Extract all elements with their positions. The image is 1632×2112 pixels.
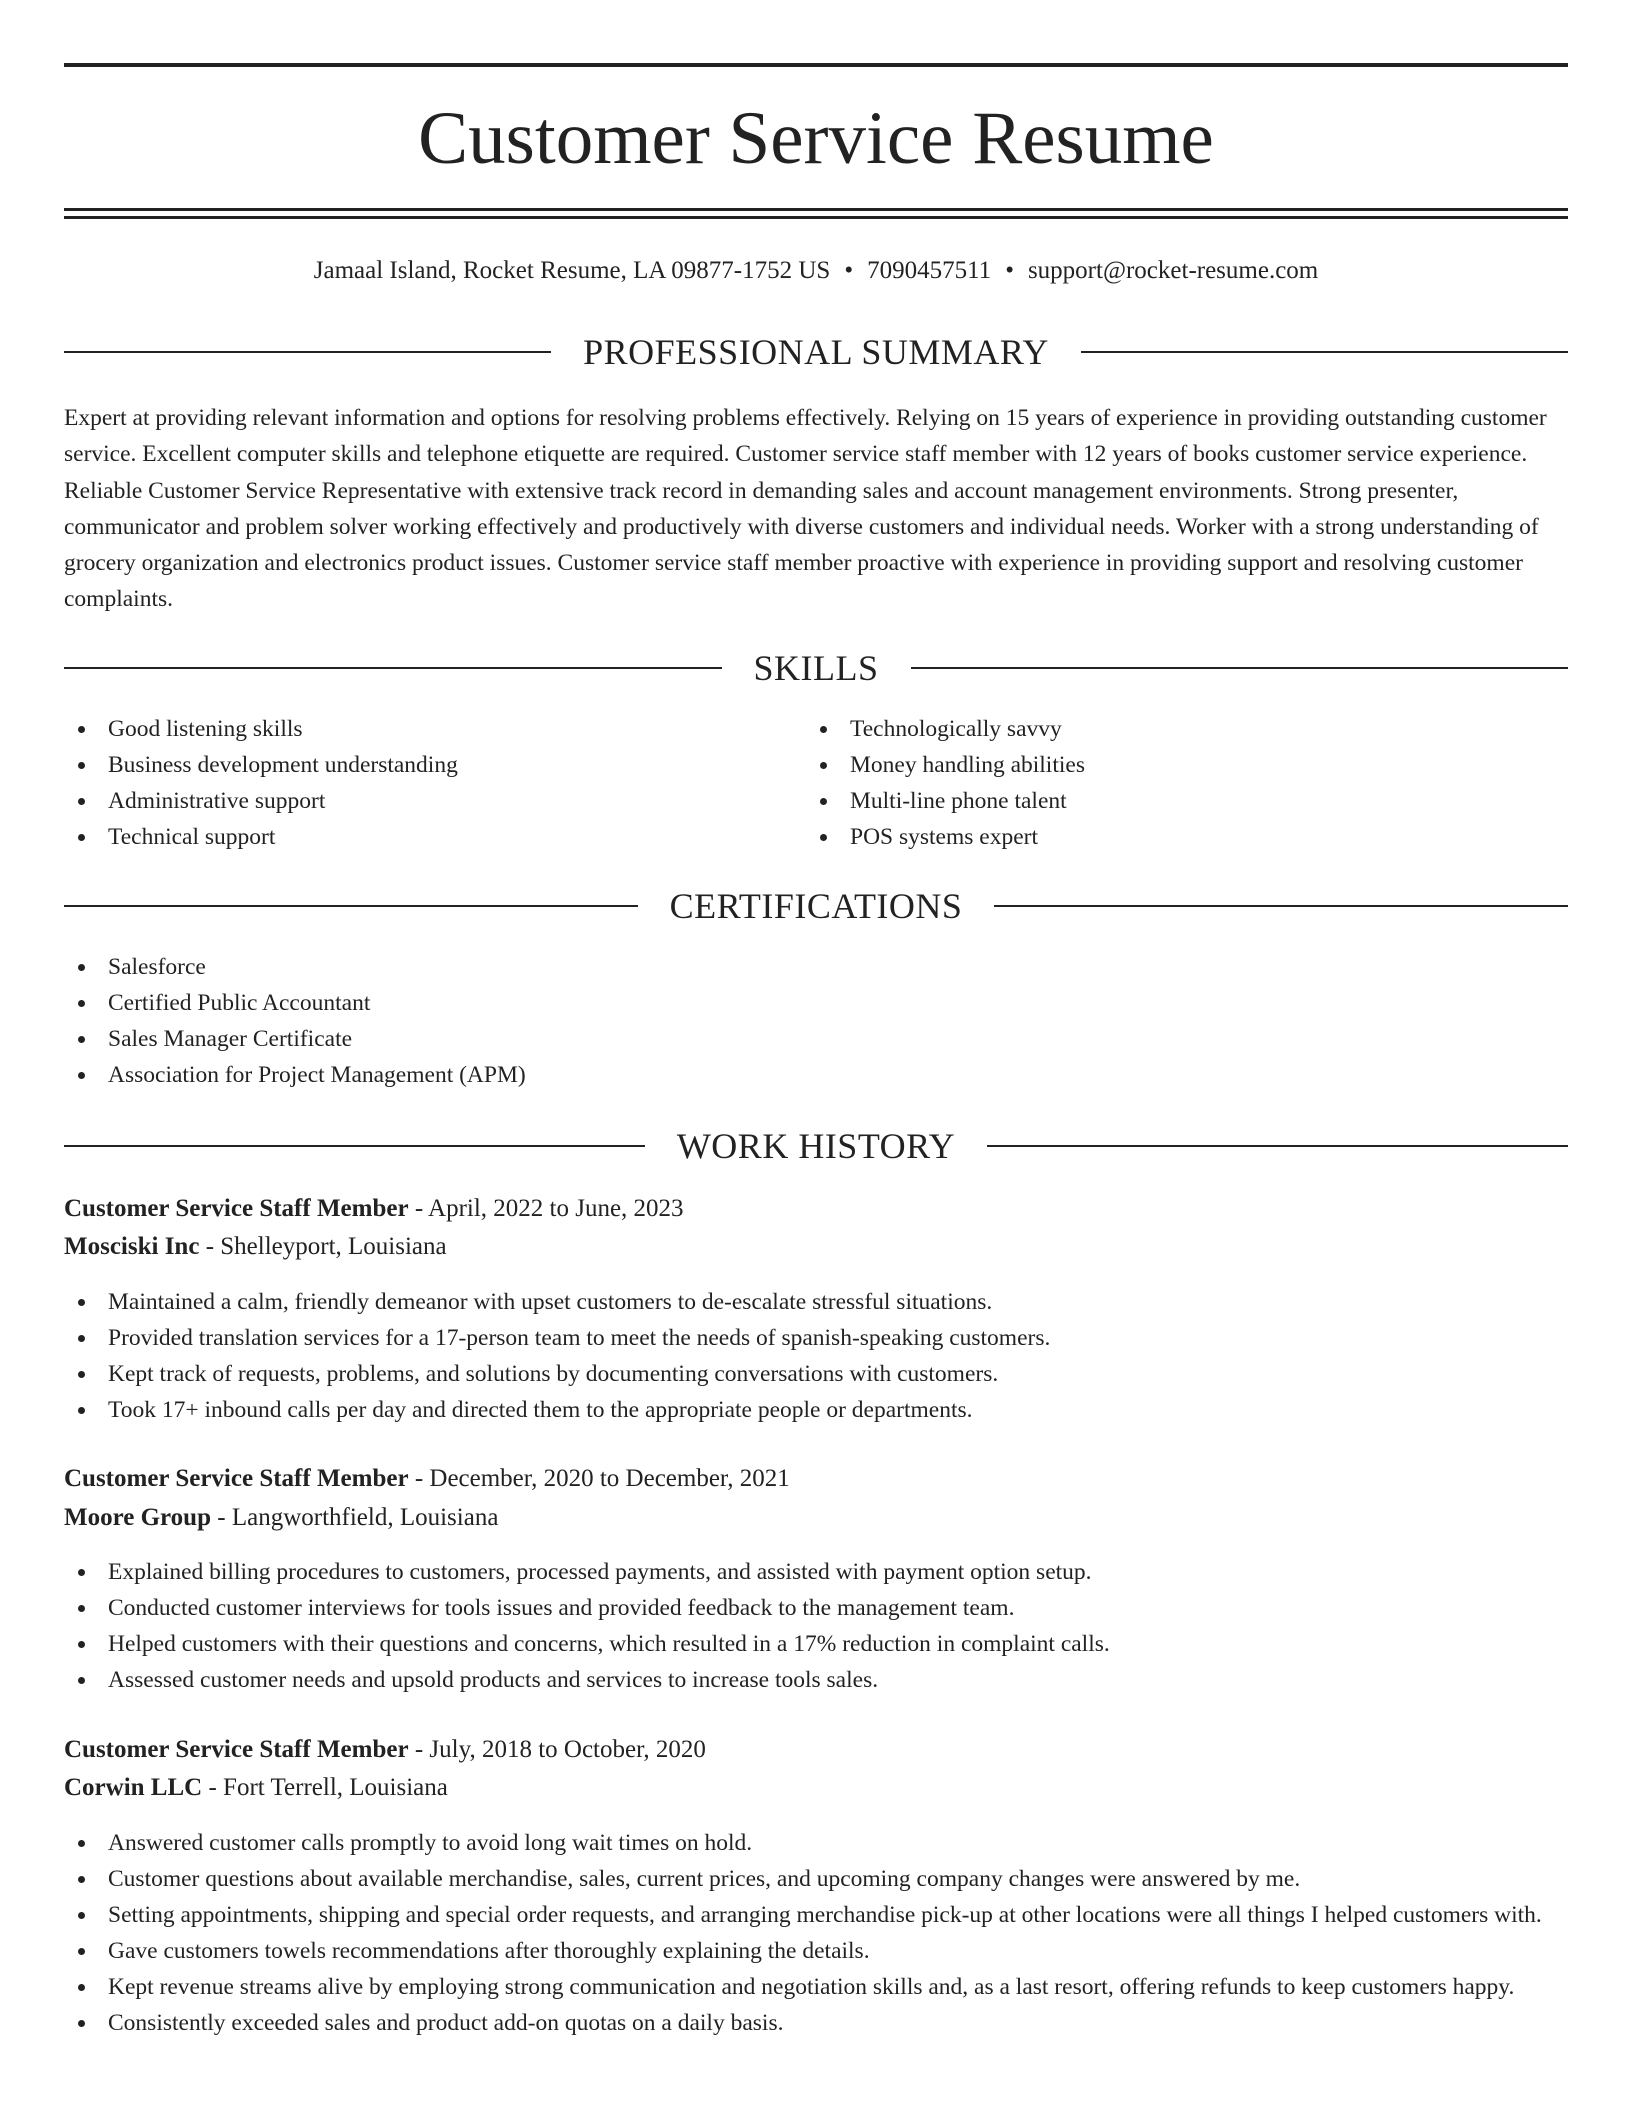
skill-item: Technologically savvy <box>806 711 1546 747</box>
resume-title: Customer Service Resume <box>418 97 1214 180</box>
job-location: - Shelleyport, Louisiana <box>205 1233 447 1260</box>
job-duty-item: Helped customers with their questions and concerns, which resulted in a 17% reduction in complaint calls. <box>64 1626 1568 1662</box>
job-role-line <box>64 1462 1568 1496</box>
skill-item: Administrative support <box>64 783 804 819</box>
heading-rule-left <box>64 667 722 669</box>
summary-text: Expert at providing relevant information and options for resolving problems effectively. Relying on 15 years of experience in providing outstanding customer service. Excellent computer skills and telephone etiquette are required. Customer service staff member with 12 years of books customer service experience. Reliable Customer Service Representative with extensive track record in demanding sales and account management environments. Strong presenter, communicator and problem solver working effectively and productively with diverse customers and individual needs. Worker with a strong understanding of grocery organization and electronics product issues. Customer service staff member proactive with experience in providing support and resolving customer complaints. <box>64 405 1547 613</box>
certification-item: Association for Project Management (APM) <box>64 1057 1568 1093</box>
job-location: - Langworthfield, Louisiana <box>217 1504 499 1531</box>
job-duty-item: Gave customers towels recommendations after thoroughly explaining the details. <box>64 1933 1568 1969</box>
skill-item: Technical support <box>64 819 804 855</box>
job-duty-item: Kept revenue streams alive by employing strong communication and negotiation skills and, as a last resort, offering refunds to keep customers happy. <box>64 1969 1568 2005</box>
heading-rule-left <box>64 1145 645 1147</box>
heading-label: WORK HISTORY <box>676 1126 956 1166</box>
contact-email: support@rocket-resume.com <box>1027 257 1319 284</box>
heading-rule-right <box>911 667 1569 669</box>
heading-rule-right <box>994 905 1568 907</box>
job-dates: - July, 2018 to October, 2020 <box>414 1736 706 1763</box>
job-company-line <box>64 1771 1568 1805</box>
job-role-line <box>64 1192 1568 1226</box>
skills-list-right <box>806 711 1546 855</box>
skills-list-left <box>64 711 804 855</box>
job-duty-item: Assessed customer needs and upsold products and services to increase tools sales. <box>64 1662 1568 1698</box>
contact-separator: • <box>1005 257 1014 284</box>
job-duty-item: Answered customer calls promptly to avoid long wait times on hold. <box>64 1825 1568 1861</box>
job-company-line <box>64 1230 1568 1264</box>
header-top-rule <box>64 63 1568 67</box>
header-double-rule-lower <box>64 216 1568 219</box>
job-location: - Fort Terrell, Louisiana <box>208 1774 448 1801</box>
job-role: Customer Service Staff Member <box>64 1736 409 1763</box>
section-heading-work-history <box>64 1124 1568 1168</box>
job-duty-item: Explained billing procedures to customers, processed payments, and assisted with payment option setup. <box>64 1554 1568 1590</box>
contact-address: Jamaal Island, Rocket Resume, LA 09877-1752 US <box>313 257 831 284</box>
job-dates: - December, 2020 to December, 2021 <box>414 1465 790 1492</box>
job-duty-item: Customer questions about available merchandise, sales, current prices, and upcoming company changes were answered by me. <box>64 1861 1568 1897</box>
section-heading-skills <box>64 646 1568 690</box>
job-company: Moore Group <box>64 1504 211 1531</box>
skill-item: POS systems expert <box>806 819 1546 855</box>
certifications-list <box>64 949 1568 1093</box>
job-role: Customer Service Staff Member <box>64 1465 409 1492</box>
skill-item: Multi-line phone talent <box>806 783 1546 819</box>
section-heading-summary <box>64 330 1568 374</box>
job-company: Corwin LLC <box>64 1774 203 1801</box>
job-role: Customer Service Staff Member <box>64 1195 409 1222</box>
job-role-line <box>64 1733 1568 1767</box>
job-duties-list <box>64 1284 1568 1428</box>
job-duty-item: Setting appointments, shipping and special order requests, and arranging merchandise pick-up at other locations were all things I helped customers with. <box>64 1897 1568 1933</box>
skill-item: Good listening skills <box>64 711 804 747</box>
certification-item: Sales Manager Certificate <box>64 1021 1568 1057</box>
header-double-rule-upper <box>64 208 1568 211</box>
job-dates: - April, 2022 to June, 2023 <box>414 1195 684 1222</box>
heading-rule-left <box>64 351 551 353</box>
contact-separator: • <box>844 257 854 284</box>
job-duties-list <box>64 1554 1568 1698</box>
job-duty-item: Maintained a calm, friendly demeanor with upset customers to de-escalate stressful situations. <box>64 1284 1568 1320</box>
heading-label: SKILLS <box>753 648 879 688</box>
heading-rule-right <box>1081 351 1568 353</box>
job-duty-item: Kept track of requests, problems, and solutions by documenting conversations with customers. <box>64 1356 1568 1392</box>
heading-label: CERTIFICATIONS <box>669 886 963 926</box>
certification-item: Certified Public Accountant <box>64 985 1568 1021</box>
job-duties-list <box>64 1825 1568 2042</box>
job-duty-item: Provided translation services for a 17-person team to meet the needs of spanish-speaking customers. <box>64 1320 1568 1356</box>
skill-item: Money handling abilities <box>806 747 1546 783</box>
heading-rule-left <box>64 905 638 907</box>
job-duty-item: Conducted customer interviews for tools issues and provided feedback to the management team. <box>64 1590 1568 1626</box>
certification-item: Salesforce <box>64 949 1568 985</box>
job-company: Mosciski Inc <box>64 1233 200 1260</box>
heading-label: PROFESSIONAL SUMMARY <box>583 332 1049 372</box>
job-duty-item: Took 17+ inbound calls per day and directed them to the appropriate people or departments. <box>64 1392 1568 1428</box>
contact-phone: 7090457511 <box>867 257 992 284</box>
job-duty-item: Consistently exceeded sales and product add-on quotas on a daily basis. <box>64 2005 1568 2041</box>
section-heading-certifications <box>64 884 1568 928</box>
job-company-line <box>64 1501 1568 1535</box>
contact-line <box>64 254 1568 288</box>
heading-rule-right <box>987 1145 1568 1147</box>
skill-item: Business development understanding <box>64 747 804 783</box>
